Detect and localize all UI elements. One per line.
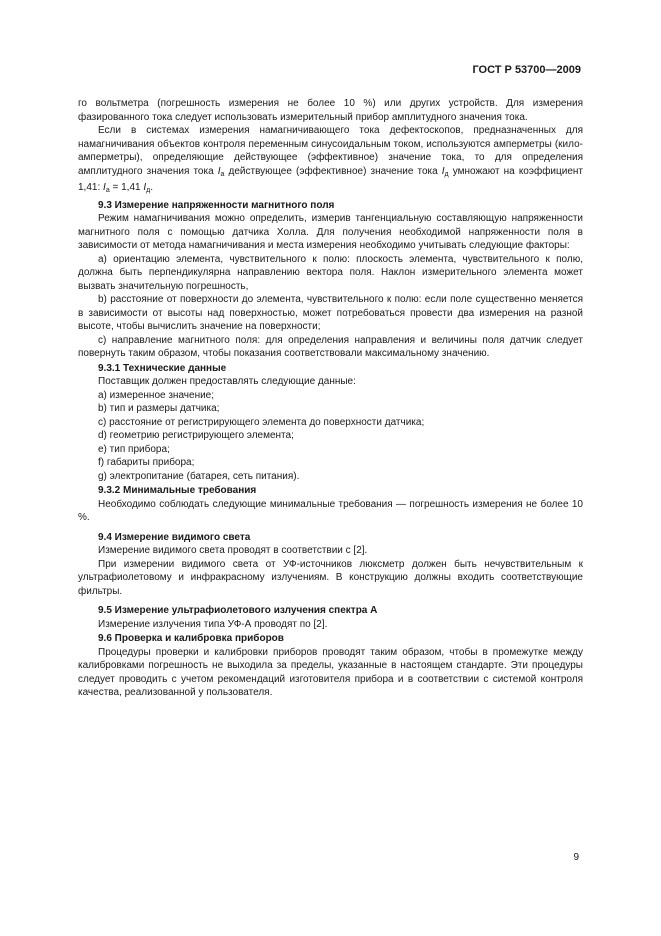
list-item: g) электропитание (батарея, сеть питания). bbox=[98, 470, 300, 482]
list-item: b) расстояние от поверхности до элемента, чувствительного к полю: если поле существенно меняется в зависимости от высоты над поверхностью, может потребоваться провести два измерения на разной высоте, чтобы вычислить значение на поверхности; bbox=[78, 294, 583, 332]
text-run: = 1,41 bbox=[109, 182, 144, 193]
subscript-a: а bbox=[220, 170, 225, 178]
section-heading-9-3-2: 9.3.2 Минимальные требования bbox=[98, 485, 257, 496]
text-run: Если в системах измерения намагничивающего тока дефектоскопов, предназначенных для намагничивания объектов контроля переменным синусоидальным током, используются амперметры (кило-амперметры), определяющие действующее (эффективное) значение тока, то для определения амплитудного значения тока bbox=[78, 125, 583, 177]
section-heading-9-4: 9.4 Измерение видимого света bbox=[98, 531, 251, 543]
current-symbol: I bbox=[217, 165, 221, 177]
paragraph: Процедуры проверки и калибровки приборов проводят таким образом, чтобы в промежутке между калибровками погрешность не выходила за пределы, указанные в настоящем стандарте. Эти процедуры следует проводить с учетом рекомендаций изготовителя прибора и в соответствии с системой контроля качества, реализованной у пользователя. bbox=[78, 646, 583, 698]
document-body bbox=[78, 97, 583, 700]
list-item: c) расстояние от регистрирующего элемента до поверхности датчика; bbox=[98, 416, 425, 428]
list-item: f) габариты прибора; bbox=[98, 457, 195, 468]
section-heading-9-6: 9.6 Проверка и калибровка приборов bbox=[98, 633, 284, 644]
paragraph: Необходимо соблюдать следующие минимальные требования — погрешность измерения не более 10 %. bbox=[78, 498, 583, 523]
subscript-a: а bbox=[105, 187, 110, 194]
section-heading-9-3: 9.3 Измерение напряженности магнитного поля bbox=[98, 199, 335, 211]
paragraph: Поставщик должен предоставлять следующие данные: bbox=[98, 376, 356, 387]
paragraph-formula bbox=[78, 124, 583, 198]
subscript-d: д bbox=[146, 187, 151, 194]
paragraph: го вольтметра (погрешность измерения не более 10 %) или других устройств. Для измерения фазированного тока следует использовать измерительный прибор амплитудного значения тока. bbox=[78, 98, 583, 123]
section-heading-9-3-1: 9.3.1 Технические данные bbox=[98, 362, 227, 374]
list-item: a) ориентацию элемента, чувствительного к полю: плоскость элемента, чувствительного к полю, должна быть перпендикулярна направлению вектора поля. Наклон измерительного элемента может вызвать значительную погрешность, bbox=[78, 253, 583, 292]
text-run: . bbox=[150, 182, 154, 193]
section-heading-9-5: 9.5 Измерение ультрафиолетового излучения спектра А bbox=[98, 605, 378, 616]
list-item: b) тип и размеры датчика; bbox=[98, 403, 220, 414]
paragraph: При измерении видимого света от УФ-источников люксметр должен быть нечувствительным к ультрафиолетовому и инфракрасному излучениям. В конструкцию должны входить соответствующие фильтры. bbox=[78, 558, 583, 597]
paragraph: Режим намагничивания можно определить, измерив тангенциальную составляющую напряженности магнитного поля с помощью датчика Холла. Для получения необходимой напряженности поля в зависимости от метода намагничивания и места измерения необходимо учитывать следующие факторы: bbox=[78, 213, 583, 251]
text-run: умножают на коэффициент 1,41: bbox=[78, 165, 583, 193]
text-run: действующее (эффективное) значение тока bbox=[224, 165, 442, 177]
document-code: ГОСТ Р 53700—2009 bbox=[472, 64, 581, 76]
paragraph: Измерение видимого света проводят в соответствии с [2]. bbox=[98, 545, 368, 556]
paragraph: Измерение излучения типа УФ-А проводят по [2]. bbox=[98, 618, 328, 630]
current-symbol: I bbox=[441, 165, 445, 177]
list-item: c) направление магнитного поля: для определения направления и величины поля датчик следует повернуть таким образом, чтобы показания соответствовали максимальному значению. bbox=[78, 334, 583, 359]
list-item: d) геометрию регистрирующего элемента; bbox=[98, 430, 294, 441]
list-item: a) измеренное значение; bbox=[98, 389, 215, 401]
current-symbol: I bbox=[103, 182, 106, 193]
subscript-d: д bbox=[444, 170, 449, 178]
list-item: e) тип прибора; bbox=[98, 443, 170, 455]
page-number: 9 bbox=[573, 852, 579, 863]
current-symbol: I bbox=[143, 182, 147, 193]
